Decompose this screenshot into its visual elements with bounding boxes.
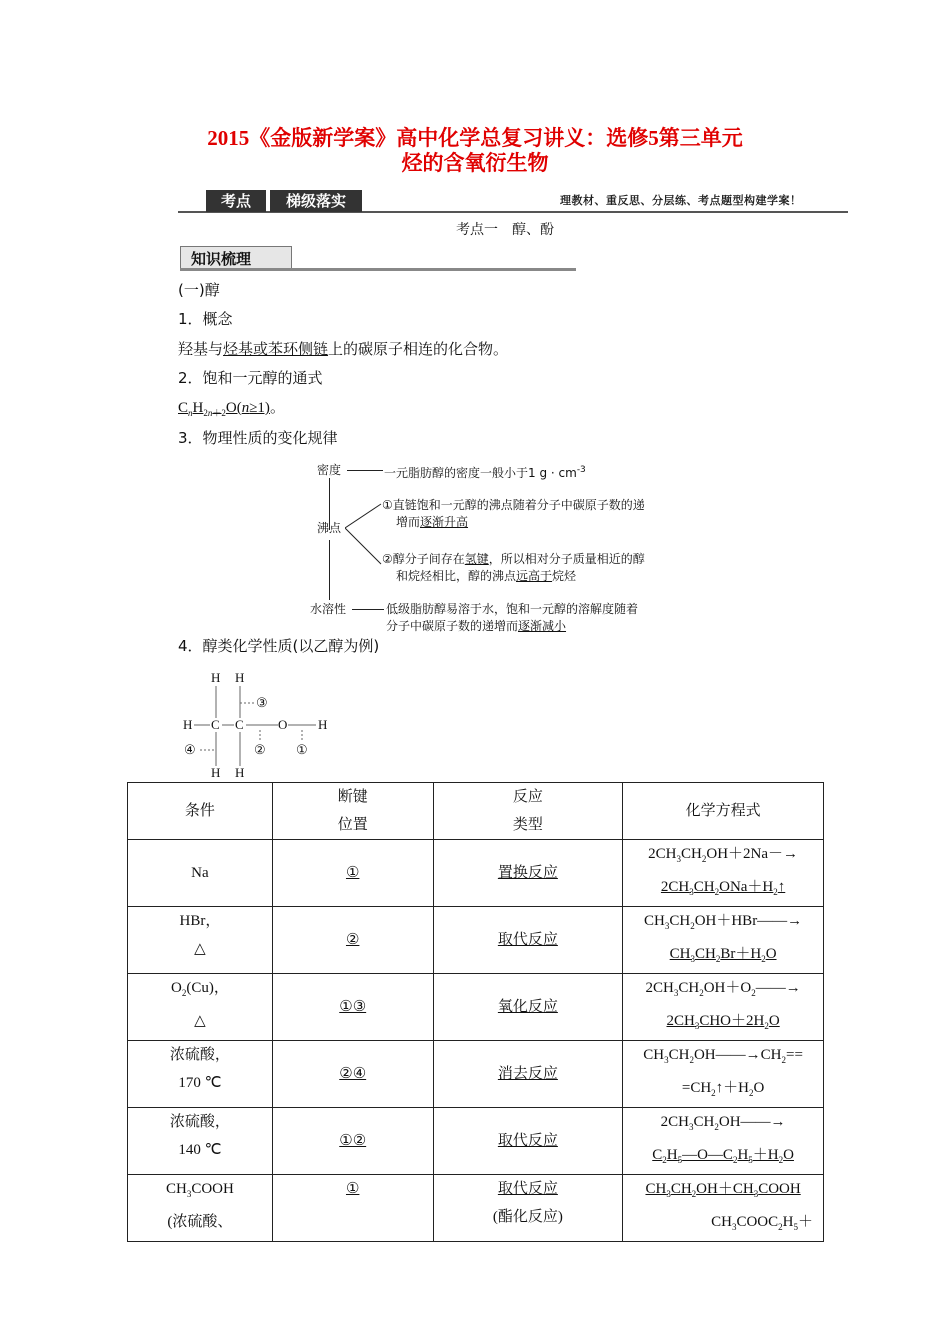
item1-underlined: 烃基或苯环侧链 — [223, 340, 329, 358]
row2-equation: $CH_3CH_2OH+HBr——\to$ $CH_3CH_2Br+H_2O$ — [623, 907, 824, 974]
table-row — [128, 974, 824, 1041]
tree-trunk-bottom — [329, 540, 330, 600]
water-connector — [352, 609, 384, 610]
row3-condition: $O_2(Cu)$， △ — [128, 974, 273, 1041]
header-condition: 条件 — [128, 783, 273, 840]
row1-type: 置换反应 — [497, 865, 558, 881]
density-label: 密度 — [317, 463, 342, 477]
item3-heading: 3．物理性质的变化规律 — [178, 429, 338, 447]
atom-c2: C — [235, 717, 244, 732]
row1-equation: $2CH_3CH_2OH+2Na-\to$ $2CH_3CH_2ONa+H_2↑$ — [623, 840, 824, 907]
header-equation: 化学方程式 — [623, 783, 824, 840]
bond-label-1: ① — [296, 742, 308, 757]
bond-label-4: ④ — [184, 742, 196, 757]
doc-title-line1: 2015《金版新学案》高中化学总复习讲义：选修5第三单元 — [207, 126, 743, 150]
atom-h3: H — [183, 717, 193, 732]
bp1-line1: ①直链饱和一元醇的沸点随着分子中碳原子数的递 — [382, 498, 645, 512]
row6-type-cell — [433, 1175, 623, 1242]
table-row — [128, 1175, 824, 1242]
row4-condition: 浓硫酸， 170 ℃ — [128, 1041, 273, 1108]
bp1-line2: 增而逐渐升高 — [396, 515, 469, 529]
ethanol-structure — [180, 668, 340, 780]
row2-position: ② — [345, 932, 360, 948]
knowledge-box-rule — [180, 268, 576, 271]
item2-heading: 2．饱和一元醇的通式 — [178, 369, 323, 387]
header-position: 断键 位置 — [272, 783, 433, 840]
banner-slogan: 理教材、重反思、分层练、考点题型构建学案！ — [560, 194, 802, 207]
atom-h2: H — [235, 670, 245, 685]
bond-label-3: ③ — [256, 695, 268, 710]
atom-h6: H — [235, 765, 245, 780]
bp2-line2: 和烷烃相比，醇的沸点远高于烷烃 — [396, 569, 577, 583]
knowledge-box-label: 知识梳理 — [180, 246, 292, 270]
general-formula: $C_nH_{2n+2}O(n\ge 1)$。 — [178, 400, 285, 418]
bp2-line1: ②醇分子间存在氢键，所以相对分子质量相近的醇 — [382, 552, 645, 566]
row3-type: 氧化反应 — [497, 999, 558, 1015]
row1-position: ① — [345, 865, 360, 881]
banner-tag-tiji: 梯级落实 — [270, 190, 362, 212]
atom-c1: C — [211, 717, 220, 732]
row5-condition: 浓硫酸， 140 ℃ — [128, 1108, 273, 1175]
row3-position: ①③ — [339, 999, 367, 1015]
table-header-row — [128, 783, 824, 840]
row5-position: ①② — [339, 1133, 367, 1149]
reaction-table — [127, 782, 824, 1242]
row6-type: 取代反应 — [497, 1181, 558, 1197]
atom-h1: H — [211, 670, 221, 685]
row4-type: 消去反应 — [497, 1066, 558, 1082]
table-row — [128, 1041, 824, 1108]
table-row — [128, 1108, 824, 1175]
row6-type2: (酯化反应) — [492, 1209, 563, 1225]
row4-equation: $CH_3CH_2OH——\to CH_2==$ $=CH_2↑+H_2O$ — [623, 1041, 824, 1108]
row5-equation: $2CH_3CH_2OH——\to$ $C_2H_5—O—C_2H_5+H_2O$ — [623, 1108, 824, 1175]
banner-tag-kaodian: 考点 — [206, 190, 266, 212]
atom-h5: H — [211, 765, 221, 780]
table-row — [128, 907, 824, 974]
row6-condition: $CH_3COOH$ (浓硫酸、 — [128, 1175, 273, 1242]
item1-heading: 1．概念 — [178, 310, 233, 328]
doc-title-line2: 烃的含氧衍生物 — [401, 151, 549, 175]
atom-h4: H — [318, 717, 328, 732]
item4-heading: 4．醇类化学性质(以乙醇为例) — [178, 637, 380, 655]
header-type: 反应 类型 — [433, 783, 623, 840]
section-title: 考点一 醇、酚 — [456, 222, 554, 238]
row6-position: ① — [345, 1181, 360, 1197]
bond-label-2: ② — [254, 742, 266, 757]
water-line1: 低级脂肪醇易溶于水，饱和一元醇的溶解度随着 — [386, 602, 639, 616]
row2-type: 取代反应 — [497, 932, 558, 948]
row2-condition: HBr， △ — [128, 907, 273, 974]
density-connector — [347, 470, 383, 471]
item1-post: 上的碳原子相连的化合物。 — [328, 340, 509, 358]
atom-o: O — [278, 717, 288, 732]
part-heading: (一)醇 — [178, 281, 220, 299]
row1-condition: Na — [128, 840, 273, 907]
item1-text — [178, 339, 508, 359]
table-row — [128, 840, 824, 907]
row4-position: ②④ — [339, 1066, 367, 1082]
water-label: 水溶性 — [310, 602, 347, 616]
density-text: 一元脂肪醇的密度一般小于1 $g \cdot cm^{-3}$ — [384, 465, 586, 480]
physical-property-diagram — [300, 456, 680, 636]
boiling-label: 沸点 — [317, 521, 342, 535]
row3-equation: $2CH_3CH_2OH+O_2——\to$ $2CH_3CHO+2H_2O$ — [623, 974, 824, 1041]
boiling-branches — [345, 500, 385, 572]
row6-equation: $CH_3CH_2OH+CH_3COOH$ $CH_3COOC_2H_5+$ — [623, 1175, 824, 1242]
item1-pre: 羟基与 — [178, 340, 224, 358]
water-line2: 分子中碳原子数的递增而逐渐减小 — [386, 619, 567, 633]
row5-type: 取代反应 — [497, 1133, 558, 1149]
ethanol-bonds — [180, 668, 340, 780]
